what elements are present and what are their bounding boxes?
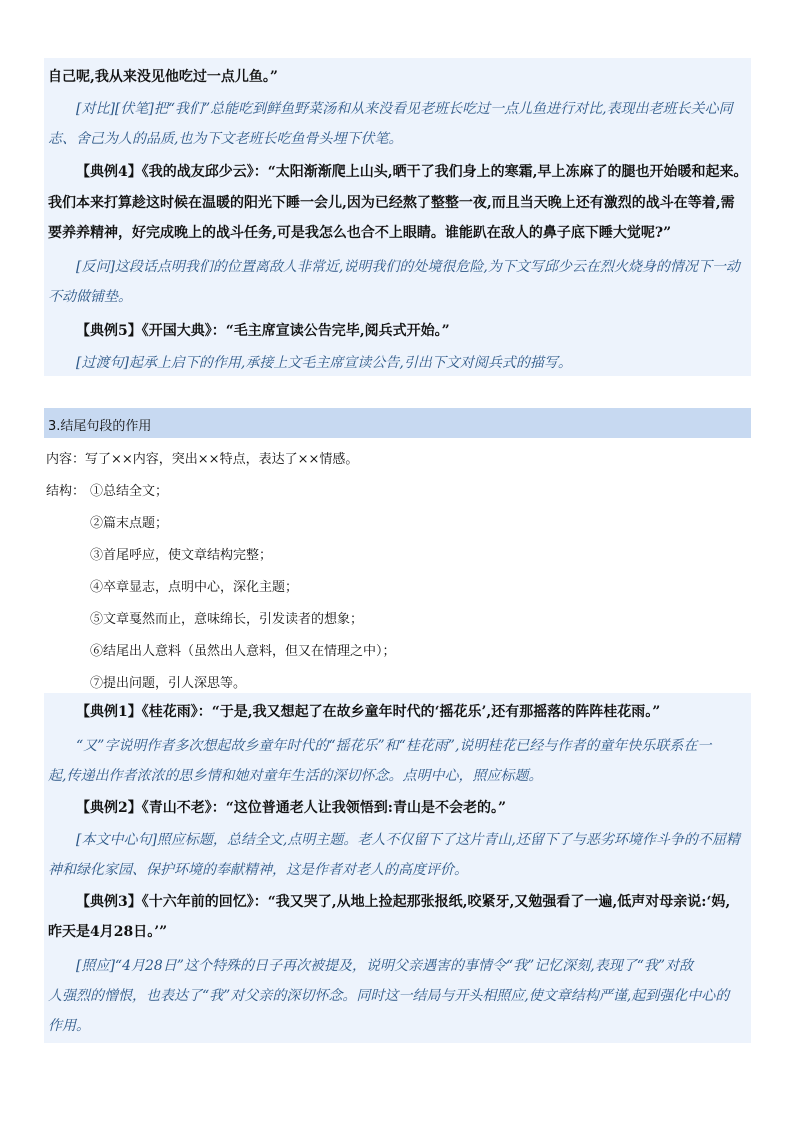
analysis-line: 作用。 [48, 1018, 90, 1034]
section-heading-bar [44, 408, 751, 438]
analysis-line: [本文中心句]照应标题，总结全文,点明主题。老人不仅留下了这片青山,还留下了与恶劣环境作斗争的不屈精 [76, 832, 740, 848]
section-heading: 3.结尾句段的作用 [48, 419, 152, 434]
analysis-line: 人强烈的憎恨，也表达了“我”对父亲的深切怀念。同时这一结局与开头相照应,使文章结构严谨,起到强化中心的 [48, 988, 730, 1004]
structure-item: ③首尾呼应，使文章结构完整； [90, 548, 273, 563]
analysis-line: [过渡句]起承上启下的作用,承接上文毛主席宣读公告,引出下文对阅兵式的描写。 [76, 355, 572, 371]
analysis-line: [反问]这段话点明我们的位置离敌人非常近,说明我们的处境很危险,为下文写邱少云在烈火烧身的情况下一动 [76, 259, 740, 275]
analysis-line: 神和绿化家园、保护环境的奉献精神，这是作者对老人的高度评价。 [48, 862, 468, 878]
continuation-block [44, 58, 751, 376]
structure-label: 结构： [46, 484, 86, 499]
example-line: 【典例4】《我的战友邱少云》：“太阳渐渐爬上山头,晒干了我们身上的寒霜,早上冻麻了的腿也开始暖和起来。 [76, 164, 748, 180]
example-line: 要养养精神，好完成晚上的战斗任务,可是我怎么也合不上眼睛。谁能趴在敌人的鼻子底下睡大觉呢?” [48, 225, 672, 241]
example-line: 【典例2】《青山不老》：“这位普通老人让我领悟到:青山是不会老的。” [76, 800, 507, 816]
examples-block [44, 693, 751, 1043]
structure-item: ④卒章显志，点明中心，深化主题； [90, 580, 299, 595]
example-line: 【典例1】《桂花雨》：“于是,我又想起了在故乡童年时代的‘摇花乐’,还有那摇落的阵阵桂花雨。” [76, 704, 661, 720]
content-line: 内容：写了××内容，突出××特点，表达了××情感。 [46, 452, 359, 467]
analysis-line: 不动做铺垫。 [48, 289, 132, 305]
example-line: 昨天是4月28日。’” [48, 924, 168, 940]
example-line: 【典例5】《开国大典》：“毛主席宣读公告完毕,阅兵式开始。” [76, 323, 450, 339]
structure-item: ②篇末点题； [90, 516, 169, 531]
example-line: 【典例3】《十六年前的回忆》：“我又哭了,从地上捡起那张报纸,咬紧牙,又勉强看了一遍,低声对母亲说:‘妈, [76, 894, 731, 910]
structure-item: ⑥结尾出人意料（虽然出人意料，但又在情理之中）； [90, 644, 396, 659]
structure-item: ①总结全文； [90, 484, 169, 499]
section-content [44, 440, 751, 690]
quote-continuation: 自己呢,我从来没见他吃过一点儿鱼。” [48, 69, 278, 85]
analysis-line: “又”字说明作者多次想起故乡童年时代的“摇花乐”和“桂花雨”,说明桂花已经与作者的童年快乐联系在一 [76, 738, 712, 754]
analysis-line: 起,传递出作者浓浓的思乡情和她对童年生活的深切怀念。点明中心，照应标题。 [48, 768, 543, 784]
structure-item: ⑤文章戛然而止，意味绵长，引发读者的想象； [90, 612, 364, 627]
analysis-line: 志、舍己为人的品质,也为下文老班长吃鱼骨头埋下伏笔。 [48, 131, 403, 147]
analysis-line: [对比][伏笔]把“我们”总能吃到鲜鱼野菜汤和从来没看见老班长吃过一点儿鱼进行对比,表现出老班长关心同 [76, 101, 733, 117]
analysis-line: [照应]“4月28日”这个特殊的日子再次被提及，说明父亲遇害的事情令“我”记忆深刻,表现了“我”对敌 [76, 958, 694, 974]
example-line: 我们本来打算趁这时候在温暖的阳光下睡一会儿,因为已经熬了整整一夜,而且当天晚上还有激烈的战斗在等着,需 [48, 195, 735, 211]
structure-item: ⑦提出问题，引人深思等。 [90, 676, 247, 691]
